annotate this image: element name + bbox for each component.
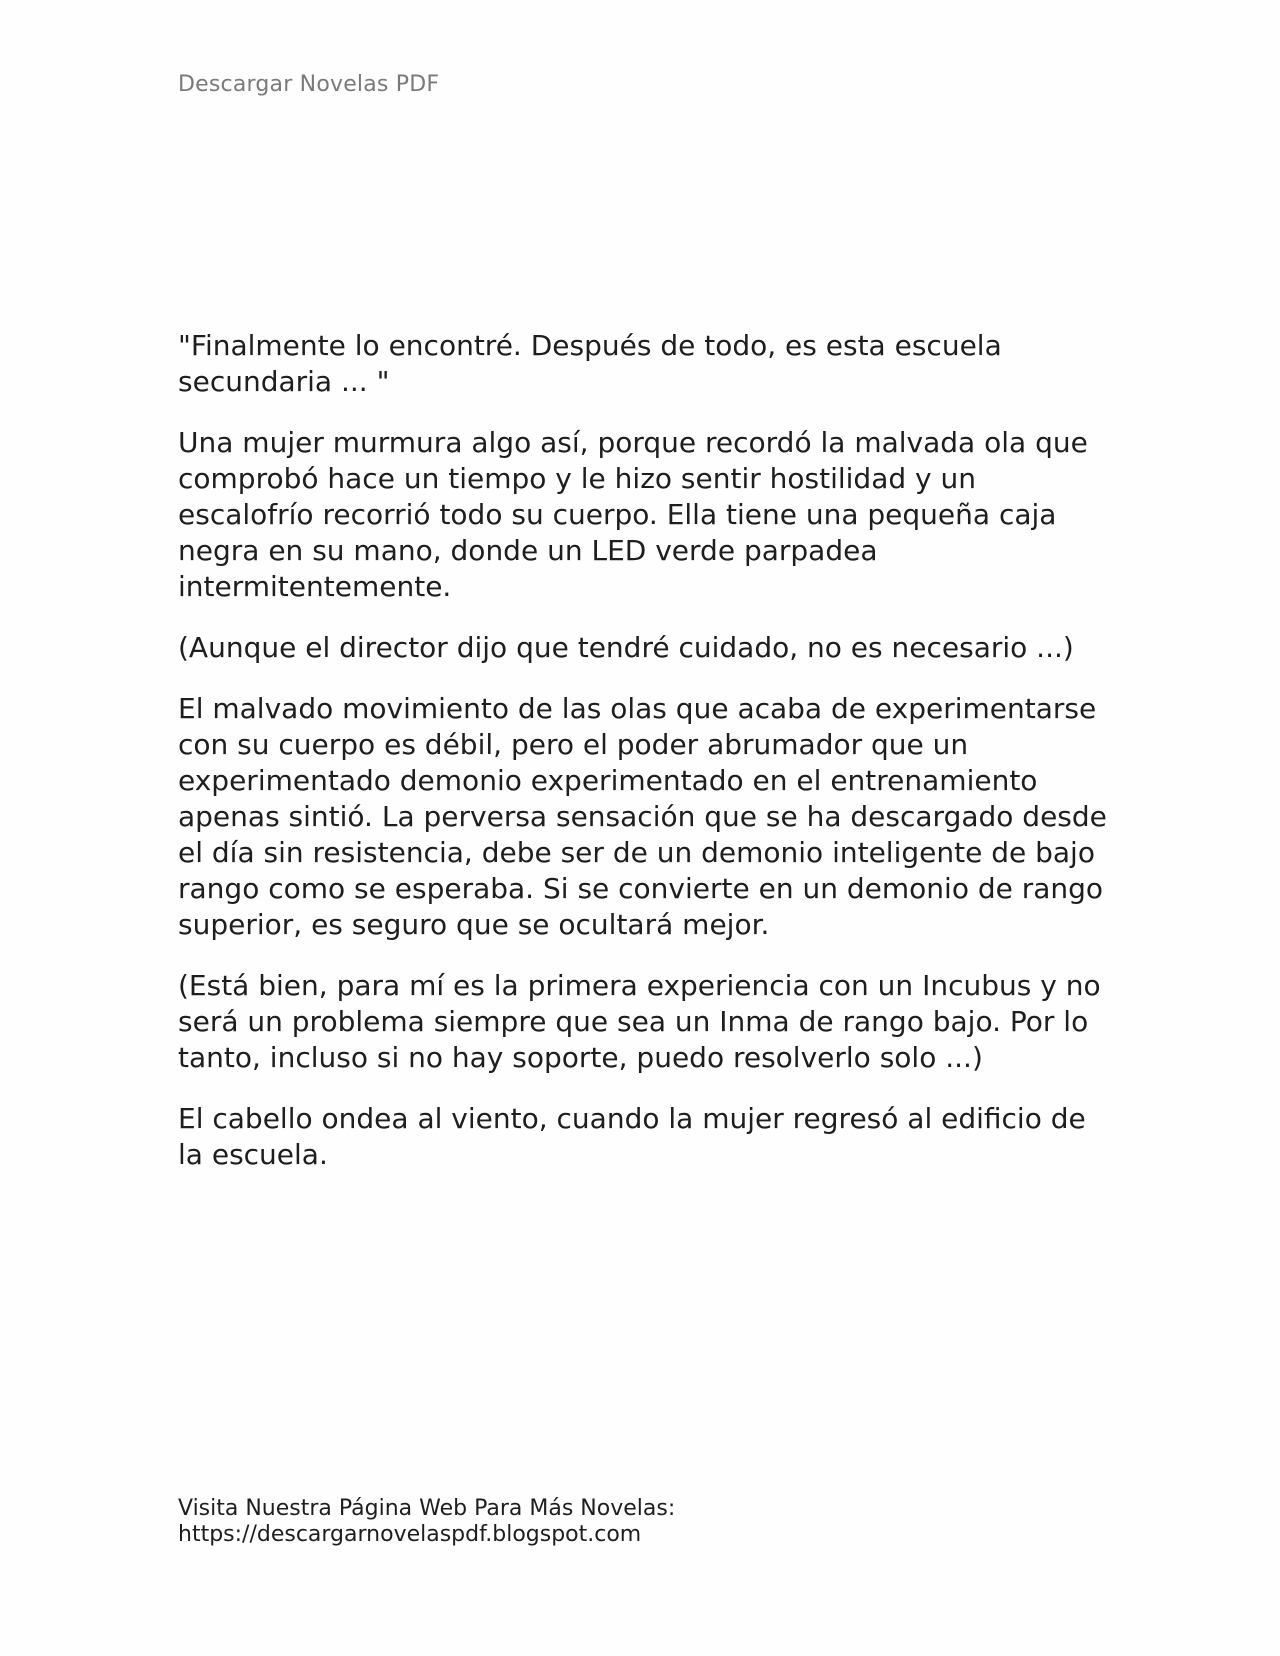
- paragraph-2: Una mujer murmura algo así, porque recordó la malvada ola que comprobó hace un tiempo y le hizo sentir hostilidad y un escalofrío recorrió todo su cuerpo. Ella tiene una pequeña caja negra en su mano, donde un LED verde parpadea intermitentemente.: [178, 426, 1088, 603]
- page-header: Descargar Novelas PDF: [178, 72, 440, 97]
- page-footer: [178, 1496, 675, 1548]
- paragraph-4: El malvado movimiento de las olas que acaba de experimentarse con su cuerpo es débil, pero el poder abrumador que un experimentado demonio experimentado en el entrenamiento apenas sintió. La perversa sensación que se ha descargado desde el día sin resistencia, debe ser de un demonio inteligente de bajo rango como se esperaba. Si se convierte en un demonio de rango superior, es seguro que se ocultará mejor.: [178, 692, 1107, 941]
- paragraph-3: (Aunque el director dijo que tendré cuidado, no es necesario ...): [178, 631, 1074, 664]
- document-body: [178, 328, 1118, 1198]
- paragraph-1: "Finalmente lo encontré. Después de todo, es esta escuela secundaria ... ": [178, 329, 1002, 398]
- footer-url: https://descargarnovelaspdf.blogspot.com: [178, 1522, 642, 1547]
- paragraph-6: El cabello ondea al viento, cuando la mujer regresó al edificio de la escuela.: [178, 1102, 1086, 1171]
- footer-text: Visita Nuestra Página Web Para Más Novelas:: [178, 1496, 676, 1521]
- paragraph-5: (Está bien, para mí es la primera experiencia con un Incubus y no será un problema siempre que sea un Inma de rango bajo. Por lo tanto, incluso si no hay soporte, puedo resolverlo solo ...): [178, 969, 1101, 1074]
